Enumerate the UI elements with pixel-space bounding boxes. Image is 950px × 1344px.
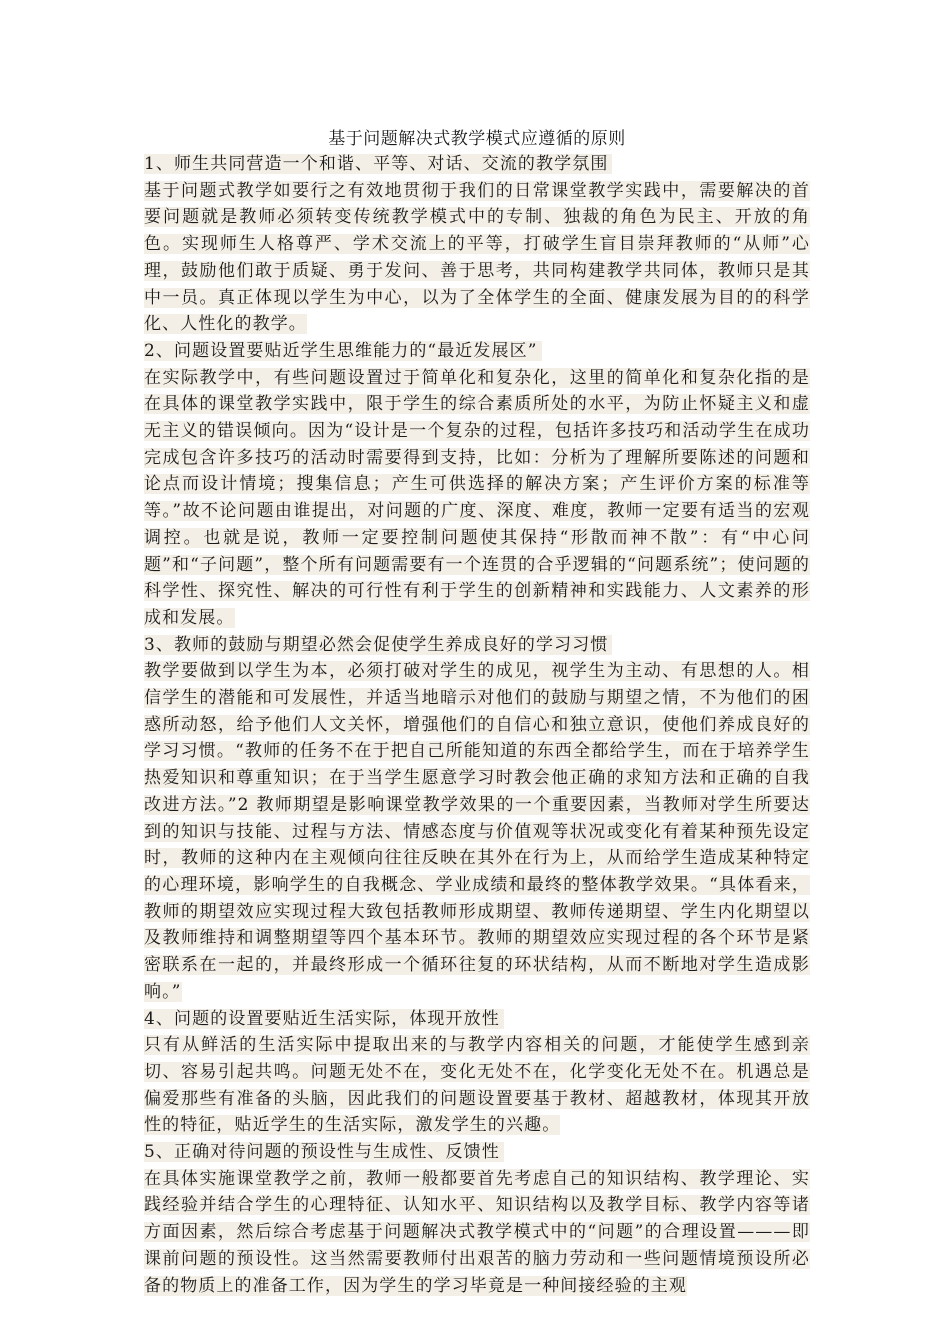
section-paragraph [144,658,810,1005]
section-paragraph [144,1032,810,1139]
document-title: 基于问题解决式教学模式应遵循的原则 [328,129,626,149]
section-paragraph-text: 在具体实施课堂教学之前，教师一般都要首先考虑自己的知识结构、教学理论、实践经验并结合学生的心理特征、认知水平、知识结构以及教学目标、教学内容等诸方面因素，然后综合考虑基于问题解决式教学模式中的“问题”的合理设置———即课前问题的预设性。这当然需要教师付出艰苦的脑力劳动和一些问题情境预设所必备的物质上的准备工作，因为学生的学习毕竟是一种间接经验的主观 [144,1168,810,1296]
section-paragraph [144,1166,810,1300]
section-paragraph-text: 只有从鲜活的生活实际中提取出来的与教学内容相关的问题，才能使学生感到亲切、容易引起共鸣。问题无处不在，变化无处不在，化学变化无处不在。机遇总是偏爱那些有准备的头脑，因此我们的问题设置要基于教材、超越教材，体现其开放性的特征，贴近学生的生活实际，激发学生的兴趣。 [144,1035,810,1136]
section-heading [144,338,810,365]
section-heading-text: 2、问题设置要贴近学生思维能力的“最近发展区” [144,341,542,361]
section-paragraph-text: 教学要做到以学生为本，必须打破对学生的成见，视学生为主动、有思想的人。相信学生的潜能和可发展性，并适当地暗示对他们的鼓励与期望之情，不为他们的困惑所动怒，给予他们人文关怀，增强他们的自信心和独立意识，使他们养成良好的学习习惯。“教师的任务不在于把自己所能知道的东西全都给学生，而在于培养学生热爱知识和尊重知识；在于当学生愿意学习时教会他正确的求知方法和正确的自我改进方法。”2 教师期望是影响课堂教学效果的一个重要因素，当教师对学生所要达到的知识与技能、过程与方法、情感态度与价值观等状况或变化有着某种预先设定时，教师的这种内在主观倾向往往反映在其外在行为上，从而给学生造成某种特定的心理环境，影响学生的自我概念、学业成绩和最终的整体教学效果。“具体看来，教师的期望效应实现过程大致包括教师形成期望、教师传递期望、学生内化期望以及教师维持和调整期望等四个基本环节。教师的期望效应实现过程的各个环节是紧密联系在一起的，并最终形成一个循环往复的环状结构，从而不断地对学生造成影响。” [144,661,810,1002]
section-heading [144,1139,810,1166]
section-heading-text: 3、教师的鼓励与期望必然会促使学生养成良好的学习习惯 [144,635,612,655]
section-heading-text: 1、师生共同营造一个和谐、平等、对话、交流的教学氛围 [144,154,612,174]
section-paragraph [144,178,810,338]
section-heading [144,151,810,178]
section-heading-text: 5、正确对待问题的预设性与生成性、反馈性 [144,1142,504,1162]
section-heading [144,632,810,659]
section-heading [144,1006,810,1033]
section-paragraph-text: 基于问题式教学如要行之有效地贯彻于我们的日常课堂教学实践中，需要解决的首要问题就是教师必须转变传统教学模式中的专制、独裁的角色为民主、开放的角色。实现师生人格尊严、学术交流上的平等，打破学生盲目崇拜教师的“从师”心理，鼓励他们敢于质疑、勇于发问、善于思考，共同构建教学共同体，教师只是其中一员。真正体现以学生为中心，以为了全体学生的全面、健康发展为目的的科学化、人性化的教学。 [144,180,810,335]
section-heading-text: 4、问题的设置要贴近生活实际，体现开放性 [144,1009,504,1029]
section-paragraph [144,365,810,632]
section-paragraph-text: 在实际教学中，有些问题设置过于简单化和复杂化，这里的简单化和复杂化指的是在具体的课堂教学实践中，限于学生的综合素质所处的水平，为防止怀疑主义和虚无主义的错误倾向。因为“设计是一个复杂的过程，包括许多技巧和活动学生在成功完成包含许多技巧的活动时需要得到支持，比如：分析为了理解所要陈述的问题和论点而设计情境；搜集信息；产生可供选择的解决方案；产生评价方案的标准等等。”故不论问题由谁提出，对问题的广度、深度、难度，教师一定要有适当的宏观调控。也就是说，教师一定要控制问题使其保持“形散而神不散”：有“中心问题”和“子问题”，整个所有问题需要有一个连贯的合乎逻辑的“问题系统”；使问题的科学性、探究性、解决的可行性有利于学生的创新精神和实践能力、人文素养的形成和发展。 [144,367,810,628]
document-body [144,151,810,1299]
